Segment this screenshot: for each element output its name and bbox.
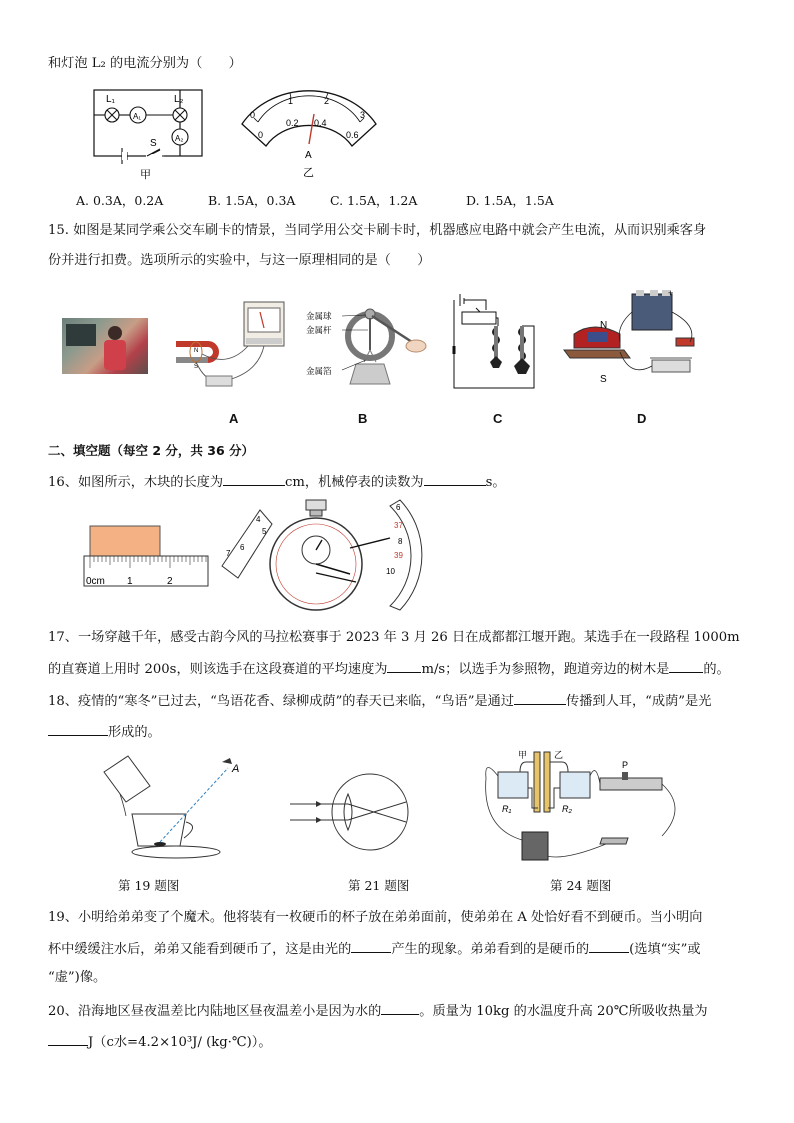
label-metal-rod: 金属杆 [306,325,332,335]
option-c-electromagnet-figure [446,290,546,390]
section-heading: 二、填空题（每空 2 分，共 36 分） [48,443,255,458]
fig24-caption: 第 24 题图 [550,878,612,893]
small-dial-6: 6 [240,543,245,552]
option-c-label: C [493,411,503,426]
fig24-joule-experiment [482,748,690,872]
q19-line2: 杯中缓缓注水后，弟弟又能看到硬币了，这是由光的 产生的现象。弟弟看到的是硬币的 (选填“实”或 [48,938,701,960]
option-a-label: A [229,411,239,426]
big-dial-8: 8 [398,537,403,546]
q17-line1: 17、一场穿越千年，感受古韵今风的马拉松赛事于 2023 年 3 月 26 日在成都都江堰开跑。某选手在一段路程 1000m [48,630,740,645]
q20-blank-property[interactable] [381,1000,419,1015]
scale-top-2: 2 [324,96,330,106]
q19-line1: 19、小明给弟弟变了个魔术。他将装有一枚硬币的杯子放在弟弟面前，使弟弟在 A 处恰好看不到硬币。当小明向 [48,910,703,925]
ruler-label-0: 0cm [86,576,105,587]
q14-option-a: A. 0.3A，0.2A [76,193,164,208]
ruler-label-2: 2 [167,576,173,587]
lamp-l2-label: L₂ [174,94,184,105]
fig21-eye-diagram [286,764,416,864]
scale-top-3: 3 [360,110,366,120]
q15-line2: 份并进行扣费。选项所示的实验中，与这一原理相同的是（ ） [48,253,431,268]
q17-blank-speed[interactable] [387,658,421,673]
q18-line1: 18、疫情的“寒冬”已过去，“鸟语花香、绿柳成荫”的春天已来临，“鸟语”是通过 传播到人耳，“成荫”是光 [48,690,711,712]
fig19-cup-coin [96,750,246,870]
q14-option-c: C. 1.5A，1.2A [330,193,418,208]
q14-text: 和灯泡 L₂ 的电流分别为（ ） [48,56,242,71]
big-dial-10: 10 [386,567,395,576]
svg-text:N: N [194,348,199,354]
q20-line1: 20、沿海地区昼夜温差比内陆地区昼夜温差小是因为水的 。质量为 10kg 的水温度升高 20℃所吸收热量为 [48,1000,708,1022]
option-d-label: D [637,411,647,426]
q14-option-d: D. 1.5A，1.5A [466,193,554,208]
scale-top-1: 1 [288,96,294,106]
ammeter-a1-label: A₁ [133,112,142,121]
f24-jia: 甲 [518,750,528,760]
label-metal-foil: 金属箔 [306,366,332,376]
q17-blank-motion[interactable] [669,658,703,673]
point-a-label: A [232,763,240,775]
small-dial-7: 7 [226,549,231,558]
fig19-caption: 第 19 题图 [118,878,180,893]
f24-yi: 乙 [554,750,564,760]
fig-jia-label: 甲 [140,169,151,181]
ammeter-a2-label: A₂ [175,134,184,143]
q18-blank-light[interactable] [48,721,108,736]
magnet-n-label: N [600,320,608,331]
q16-text: 16、如图所示，木块的长度为 cm，机械停表的读数为 s。 [48,471,506,493]
scale-bottom-0: 0 [258,130,264,140]
q19-blank-image-type[interactable] [589,938,629,953]
option-d-motor-figure [560,286,710,390]
scale-bottom-04: 0.4 [314,118,327,128]
q18-line2: 形成的。 [48,721,161,743]
q20-line2: J（c水=4.2×10³J/ (kg·℃)）。 [48,1031,272,1053]
lamp-l1-label: L₁ [106,94,115,105]
fig21-caption: 第 21 题图 [348,878,410,893]
q15-line1: 15. 如图是某同学乘公交车刷卡的情景，当同学用公交卡刷卡时，机器感应电路中就会产生电流，从而识别乘客身 [48,223,707,238]
f24-r1: R₁ [502,804,512,814]
option-a-generator-figure [168,298,288,394]
small-dial-4: 4 [256,515,261,524]
battery-plus-label: + [668,288,674,298]
q14-option-b: B. 1.5A，0.3A [208,193,296,208]
scale-top-0: 0 [250,110,256,120]
big-dial-39: 39 [394,551,403,560]
q20-blank-heat[interactable] [48,1031,88,1046]
label-metal-ball: 金属球 [306,311,332,321]
ruler-with-block-figure [80,524,212,590]
switch-label: S [150,138,157,149]
f24-p: P [622,760,629,770]
option-b-electroscope-figure [304,306,436,394]
q16-blank-length[interactable] [223,471,285,486]
circuit-diagram-jia [88,82,208,182]
big-dial-37: 37 [394,521,403,530]
stopwatch-figure [220,498,430,614]
svg-text:S: S [194,364,199,370]
ruler-label-1: 1 [127,576,133,587]
big-dial-6: 6 [396,503,401,512]
option-b-label: B [358,411,368,426]
q17-line2: 的直赛道上用时 200s，则该选手在这段赛道的平均速度为 m/s；以选手为参照物，跑道旁边的树木是 的。 [48,658,730,680]
fig-yi-label: 乙 [303,167,314,179]
f24-r2: R₂ [562,804,572,814]
q16-blank-time[interactable] [424,471,486,486]
scale-bottom-06: 0.6 [346,130,359,140]
unit-label: A [305,150,312,161]
ammeter-dial-yi [236,86,382,180]
scale-bottom-02: 0.2 [286,118,299,128]
bus-card-photo [62,318,148,374]
q19-blank-phenomenon[interactable] [351,938,391,953]
q18-blank-medium[interactable] [514,690,566,705]
magnet-s-label: S [600,374,607,385]
q19-line3: “虚”)像。 [48,970,107,985]
small-dial-5: 5 [262,527,267,536]
